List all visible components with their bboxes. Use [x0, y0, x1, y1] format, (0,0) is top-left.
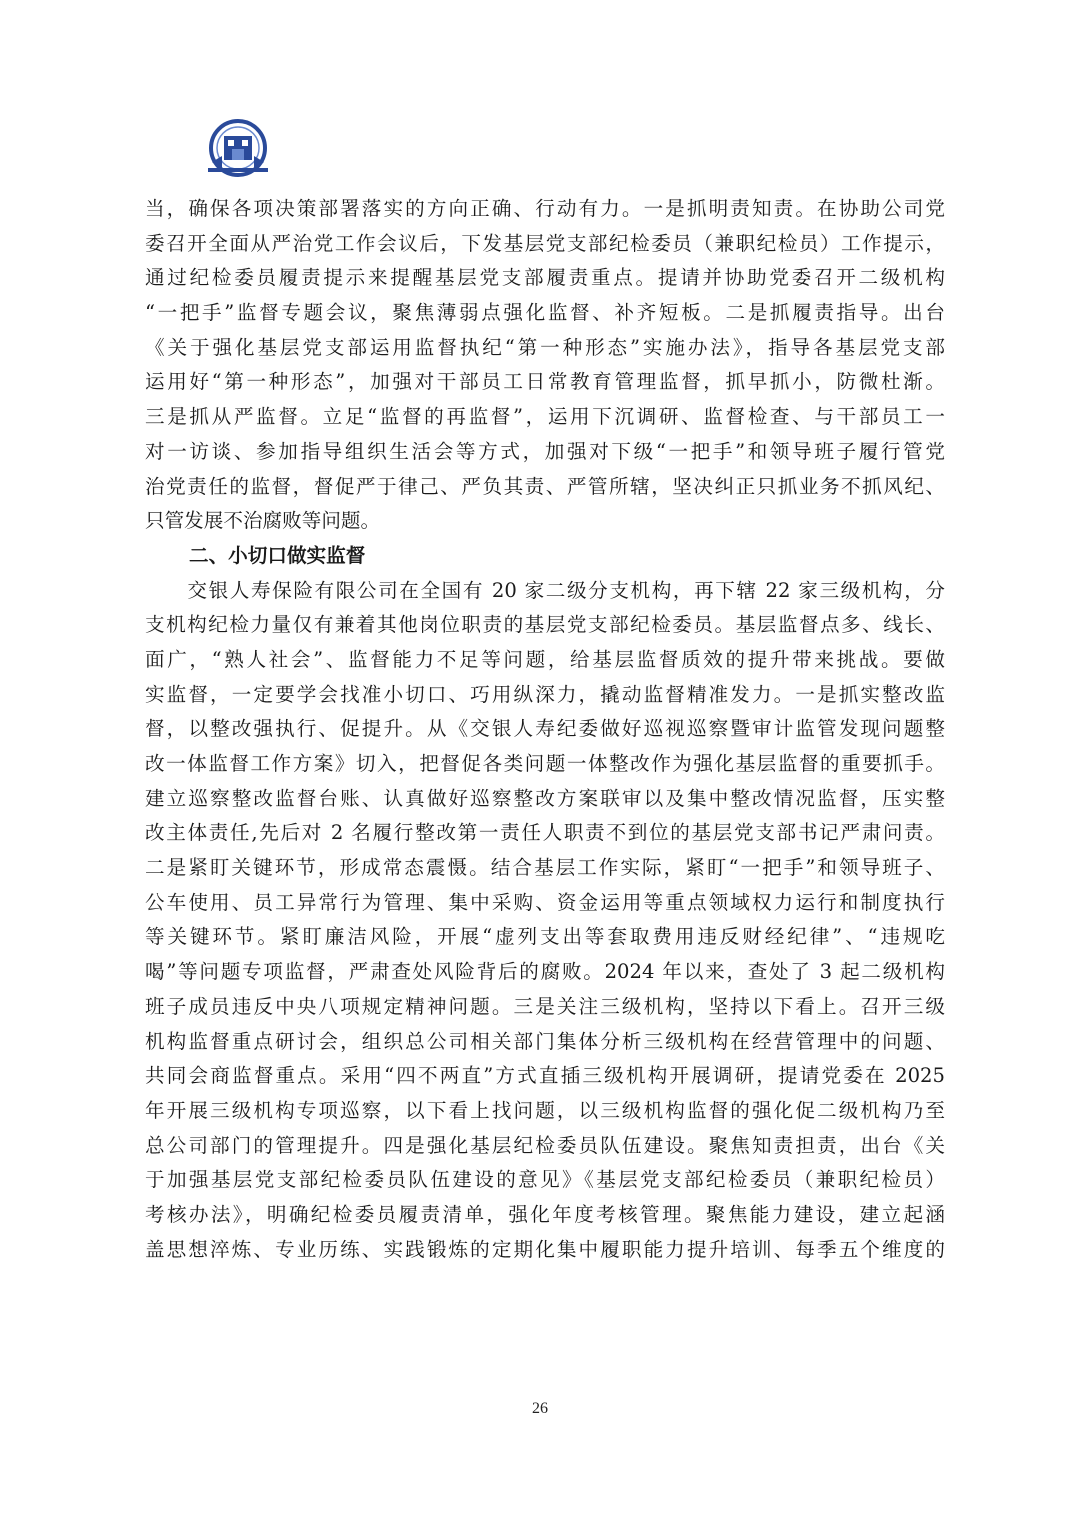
paragraph-line: 通过纪检委员履责提示来提醒基层党支部履责重点。提请并协助党委召开二级机构	[145, 266, 945, 290]
document-body	[145, 192, 945, 1267]
paragraph-line: 于加强基层党支部纪检委员队伍建设的意见》《基层党支部纪检委员（兼职纪检员）	[145, 1168, 945, 1192]
paragraph-line: 改主体责任,先后对 2 名履行整改第一责任人职责不到位的基层党支部书记严肃问责。	[145, 821, 945, 845]
paragraph-line: 二是紧盯关键环节，形成常态震慑。结合基层工作实际，紧盯“一把手”和领导班子、	[145, 856, 945, 880]
paragraph-line: 当，确保各项决策部署落实的方向正确、行动有力。一是抓明责知责。在协助公司党	[145, 197, 945, 220]
paragraph-line: 督，以整改强执行、促提升。从《交银人寿纪委做好巡视巡察暨审计监管发现问题整	[145, 717, 945, 741]
paragraph-line: 机构监督重点研讨会，组织总公司相关部门集体分析三级机构在经营管理中的问题、	[145, 1029, 945, 1053]
paragraph-line: 实监督，一定要学会找准小切口、巧用纵深力，撬动监督精准发力。一是抓实整改监	[145, 682, 945, 706]
paragraph-line: 改一体监督工作方案》切入，把督促各类问题一体整改作为强化基层监督的重要抓手。	[145, 752, 945, 775]
paragraph-line: 只管发展不治腐败等问题。	[145, 509, 381, 533]
paragraph-line: 运用好“第一种形态”，加强对干部员工日常教育管理监督，抓早抓小，防微杜渐。	[145, 370, 945, 394]
company-emblem-icon	[200, 118, 276, 180]
paragraph-line: 盖思想淬炼、专业历练、实践锻炼的定期化集中履职能力提升培训、每季五个维度的	[145, 1237, 945, 1261]
paragraph-line: 班子成员违反中央八项规定精神问题。三是关注三级机构，坚持以下看上。召开三级	[145, 994, 945, 1018]
paragraph-line: 委召开全面从严治党工作会议后，下发基层党支部纪检委员（兼职纪检员）工作提示，	[145, 231, 945, 255]
paragraph-line: 对一访谈、参加指导组织生活会等方式，加强对下级“一把手”和领导班子履行管党	[145, 439, 945, 463]
paragraph-line: 交银人寿保险有限公司在全国有 20 家二级分支机构，再下辖 22 家三级机构，分	[145, 578, 945, 602]
paragraph-line: 建立巡察整改监督台账、认真做好巡察整改方案联审以及集中整改情况监督，压实整	[145, 786, 945, 810]
paragraph-line: 考核办法》，明确纪检委员履责清单，强化年度考核管理。聚焦能力建设，建立起涵	[145, 1202, 945, 1226]
paragraph-line: 面广，“熟人社会”、监督能力不足等问题，给基层监督质效的提升带来挑战。要做	[145, 647, 945, 671]
paragraph-line: 共同会商监督重点。采用“四不两直”方式直插三级机构开展调研，提请党委在 2025	[145, 1064, 945, 1088]
paragraph-line: “一把手”监督专题会议，聚焦薄弱点强化监督、补齐短板。二是抓履责指导。出台	[145, 301, 945, 325]
paragraph-line: 公车使用、员工异常行为管理、集中采购、资金运用等重点领域权力运行和制度执行	[145, 890, 945, 914]
paragraph-line: 三是抓从严监督。立足“监督的再监督”，运用下沉调研、监督检查、与干部员工一	[145, 405, 945, 429]
paragraph-line: 年开展三级机构专项巡察，以下看上找问题，以三级机构监督的强化促二级机构乃至	[145, 1098, 945, 1122]
paragraph-line: 等关键环节。紧盯廉洁风险，开展“虚列支出等套取费用违反财经纪律”、“违规吃	[145, 925, 945, 949]
paragraph-line: 《关于强化基层党支部运用监督执纪“第一种形态”实施办法》，指导各基层党支部	[145, 335, 945, 359]
paragraph-line: 治党责任的监督，督促严于律己、严负其责、严管所辖，坚决纠正只抓业务不抓风纪、	[145, 474, 945, 498]
section-heading: 二、小切口做实监督	[189, 543, 366, 567]
paragraph-line: 喝”等问题专项监督，严肃查处风险背后的腐败。2024 年以来，查处了 3 起二级机构	[145, 960, 945, 984]
paragraph-line: 总公司部门的管理提升。四是强化基层纪检委员队伍建设。聚焦知责担责，出台《关	[145, 1133, 945, 1157]
page-number: 26	[532, 1400, 548, 1417]
paragraph-line: 支机构纪检力量仅有兼着其他岗位职责的基层党支部纪检委员。基层监督点多、线长、	[145, 613, 945, 637]
